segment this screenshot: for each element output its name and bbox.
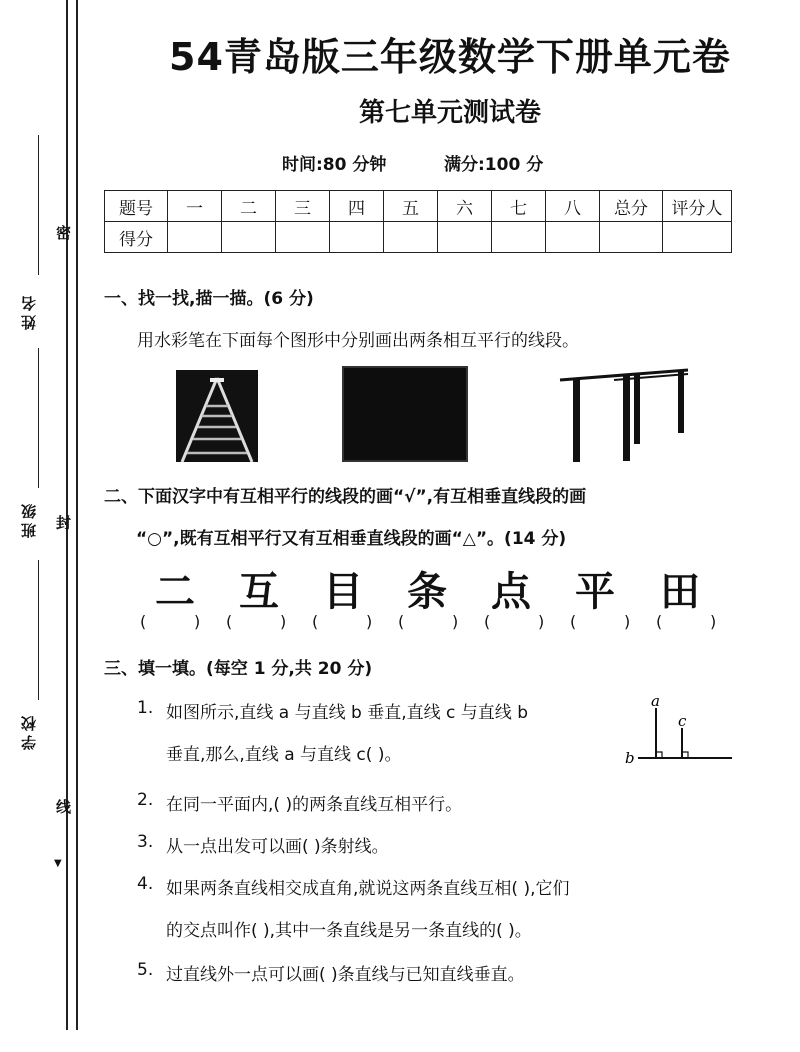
score-input-cell[interactable] xyxy=(276,222,330,253)
line-a-label: a xyxy=(651,692,660,710)
answer-paren-open: ( xyxy=(226,612,233,631)
question-3: 从一点出发可以画( )条射线。 xyxy=(166,837,389,857)
question-4-line-2: 的交点叫作( ),其中一条直线是另一条直线的( )。 xyxy=(166,921,532,941)
table-cell: 四 xyxy=(330,191,384,222)
answer-paren-open: ( xyxy=(398,612,405,631)
score-input-cell[interactable] xyxy=(222,222,276,253)
hanzi-char: 目 xyxy=(323,569,363,615)
section-2-line-1: 二、下面汉字中有互相平行的线段的画“√”,有互相垂直线段的画 xyxy=(104,487,587,507)
class-label: 班级 xyxy=(20,500,38,538)
answer-paren-open: ( xyxy=(656,612,663,631)
score-input-cell[interactable] xyxy=(330,222,384,253)
hanzi-char: 互 xyxy=(239,569,279,615)
railway-track-image xyxy=(176,370,258,462)
exam-full-score: 满分:100 分 xyxy=(444,155,544,175)
table-cell: 总分 xyxy=(600,191,663,222)
question-2: 在同一平面内,( )的两条直线互相平行。 xyxy=(166,795,463,815)
seal-char-feng: 封 xyxy=(56,514,72,532)
score-input-cell[interactable] xyxy=(663,222,732,253)
answer-paren-open: ( xyxy=(312,612,319,631)
horizontal-bars-image xyxy=(556,366,692,464)
table-cell: 一 xyxy=(168,191,222,222)
section-3-title: 三、填一填。(每空 1 分,共 20 分) xyxy=(104,659,373,679)
table-cell: 七 xyxy=(492,191,546,222)
answer-paren-open: ( xyxy=(484,612,491,631)
answer-paren-close: ) xyxy=(366,612,373,631)
table-cell: 二 xyxy=(222,191,276,222)
class-field-line xyxy=(38,348,39,488)
score-input-cell[interactable] xyxy=(168,222,222,253)
question-number: 2. xyxy=(137,790,154,810)
answer-paren-open: ( xyxy=(570,612,577,631)
answer-paren-close: ) xyxy=(710,612,717,631)
table-cell: 三 xyxy=(276,191,330,222)
score-input-cell[interactable] xyxy=(492,222,546,253)
hanzi-char: 条 xyxy=(407,569,447,615)
seal-char-xian: 线 xyxy=(56,798,72,816)
score-input-cell[interactable] xyxy=(438,222,492,253)
score-input-cell[interactable] xyxy=(384,222,438,253)
answer-paren-close: ) xyxy=(538,612,545,631)
score-table xyxy=(104,190,732,253)
table-cell: 得分 xyxy=(105,222,168,253)
blackboard-image xyxy=(342,366,468,462)
school-field-line xyxy=(38,560,39,700)
question-5: 过直线外一点可以画( )条直线与已知直线垂直。 xyxy=(166,965,525,985)
page-subtitle: 第七单元测试卷 xyxy=(358,98,541,128)
score-table-header-row xyxy=(105,191,732,222)
answer-paren-close: ) xyxy=(194,612,201,631)
score-input-cell[interactable] xyxy=(600,222,663,253)
name-field-line xyxy=(38,135,39,275)
question-number: 5. xyxy=(137,960,154,980)
line-b-label: b xyxy=(625,749,635,767)
school-label: 学校 xyxy=(20,712,38,750)
score-input-cell[interactable] xyxy=(546,222,600,253)
section-1-instruction: 用水彩笔在下面每个图形中分别画出两条相互平行的线段。 xyxy=(137,331,579,351)
score-table-score-row xyxy=(105,222,732,253)
question-number: 3. xyxy=(137,832,154,852)
question-1-line-2: 垂直,那么,直线 a 与直线 c( )。 xyxy=(166,745,402,765)
table-cell: 六 xyxy=(438,191,492,222)
table-cell: 八 xyxy=(546,191,600,222)
table-cell: 评分人 xyxy=(663,191,732,222)
hanzi-char: 平 xyxy=(575,569,615,615)
name-label: 姓名 xyxy=(20,292,38,330)
answer-paren-close: ) xyxy=(280,612,287,631)
answer-paren-open: ( xyxy=(140,612,147,631)
question-1-line-1: 如图所示,直线 a 与直线 b 垂直,直线 c 与直线 b xyxy=(166,703,528,723)
binding-triangle-mark: ▼ xyxy=(54,858,62,869)
line-c-label: c xyxy=(678,712,687,730)
hanzi-char: 田 xyxy=(660,569,700,615)
seal-char-mi: 密 xyxy=(56,224,72,242)
page-title: 54青岛版三年级数学下册单元卷 xyxy=(169,35,731,79)
section-1-title: 一、找一找,描一描。(6 分) xyxy=(104,289,314,309)
table-cell: 五 xyxy=(384,191,438,222)
hanzi-char: 点 xyxy=(491,569,531,615)
perpendicular-lines-figure xyxy=(620,692,736,768)
binding-line-inner xyxy=(76,0,78,1030)
answer-paren-close: ) xyxy=(452,612,459,631)
table-cell: 题号 xyxy=(105,191,168,222)
section-2-line-2: “○”,既有互相平行又有互相垂直线段的画“△”。(14 分) xyxy=(136,529,567,549)
question-number: 4. xyxy=(137,874,154,894)
question-4-line-1: 如果两条直线相交成直角,就说这两条直线互相( ),它们 xyxy=(166,879,570,899)
question-number: 1. xyxy=(137,698,154,718)
hanzi-char: 二 xyxy=(155,569,195,615)
answer-paren-close: ) xyxy=(624,612,631,631)
exam-time: 时间:80 分钟 xyxy=(282,155,387,175)
